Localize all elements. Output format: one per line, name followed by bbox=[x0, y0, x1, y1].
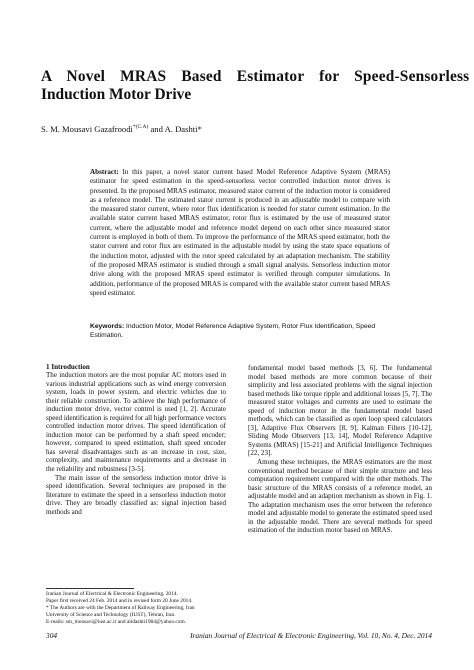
footnote-received: Paper first received 24 Feb. 2014 and in revised form 20 June 2014. bbox=[46, 597, 193, 604]
intro-paragraph-1: The induction motors are the most popular AC motors used in various industrial applications such as wind energy conversion system, loads in power system, and electric vehicles due to their reliable construction. To achieve the high performance of induction motor drive, vector control is used [1, 2]. Accurate speed identification is required for all high performance vectors controlled induction motor drives. The speed identification of induction motor can be performed by a shaft speed encoder; however, compared to speed estimation, shaft speed encoder has several disadvantages such as an increase in cost, size, complexity, and maintenance requirements and a decrease in the reliability and robustness [3-5]. bbox=[46, 371, 226, 474]
intro-paragraph-4: Among these techniques, the MRAS estimators are the most conventional method because of their simple structure and less computation requirement compared with the other methods. The basic structure of the MRAS consists of a reference model, an adjustable model and an adaption mechanism as shown in Fig. 1. The adaptation mechanism uses the error between the reference model and adjustable model to generate the estimated speed used in the adjustable model. There are several methods for speed estimation of the induction motor based on MRAS. bbox=[248, 458, 432, 535]
title-line-1: A Novel MRAS Based Estimator for Speed-Sensorless bbox=[41, 68, 470, 85]
footnote-affiliation-1: * The Authors are with the Department of Railway Engineering, Iran bbox=[46, 604, 195, 611]
keywords-label: Keywords: bbox=[90, 323, 125, 330]
keywords-text: Induction Motor, Model Reference Adaptive System, Rotor Flux Identification, Speed Estimation. bbox=[90, 323, 376, 340]
footer-journal-info: Iranian Journal of Electrical & Electronic Engineering, Vol. 10, No. 4, Dec. 2014 bbox=[190, 631, 432, 640]
title-line-2: Induction Motor Drive bbox=[41, 86, 192, 103]
section-heading-introduction: 1 Introduction bbox=[46, 363, 90, 371]
right-column bbox=[248, 364, 432, 535]
footnotes bbox=[46, 591, 230, 626]
abstract-text: In this paper, a novel stator current based Model Reference Adaptive System (MRAS) estimator for speed estimation in the speed-sensorless vector controlled induction motor drives is presented. In the proposed MRAS estimator, measured stator current of the induction motor is considered as a reference model. The estimated stator current is produced in an adjustable model to compare with the measured stator current, where rotor flux identification is needed for stator current estimation. In the available stator current based MRAS estimator, rotor flux is estimated by the use of measured stator current, where the adjustable model and reference model depend on each other since measured stator current is employed in both of them. To improve the performance of the MRAS speed estimator, both the stator current and rotor flux are estimated in the adjustable model by using the state space equations of the induction motor, adjusted with the rotor speed calculated by an adaptation mechanism. The stability of the proposed MRAS estimator is studied through a small signal analysis. Sensorless induction motor drive along with the proposed MRAS speed estimator is verified through computer simulations. In addition, performance of the proposed MRAS is compared with the available stator current based MRAS speed estimator. bbox=[90, 168, 390, 297]
page-number: 304 bbox=[46, 631, 58, 640]
author-2: and A. Dashti* bbox=[148, 124, 202, 134]
intro-paragraph-2: The main issue of the sensorless induction motor drive is speed identification. Several techniques are proposed in the literature to estimate the speed in a sensorless induction motor drive. They are broadly classified as: signal injection based methods and bbox=[46, 473, 226, 516]
footnote-divider bbox=[46, 588, 134, 589]
paper-title bbox=[41, 68, 470, 104]
left-column bbox=[46, 371, 226, 516]
author-line bbox=[41, 124, 202, 134]
footnote-emails: E-mails: sm_mousavi@iust.ac.ir and alidashti1984@yahoo.com. bbox=[46, 618, 187, 625]
footnote-journal: Iranian Journal of Electrical & Electronic Engineering, 2014. bbox=[46, 591, 178, 597]
footnote-affiliation-2: University of Science and Technology (IUST), Tehran, Iran. bbox=[46, 611, 176, 618]
keywords bbox=[90, 322, 390, 341]
abstract-label: Abstract: bbox=[90, 168, 119, 176]
author-1: S. M. Mousavi Gazafroodi bbox=[41, 124, 133, 134]
author-1-affiliation-mark: *(C.A) bbox=[132, 124, 149, 131]
abstract bbox=[90, 168, 390, 298]
intro-paragraph-3: fundamental model based methods [3, 6]. The fundamental model based methods are more common because of their simplicity and less associated problems with the signal injection based methods like torque ripple and additional losses [5, 7]. The measured stator voltages and currents are used to estimate the speed of induction motor in the fundamental model based methods, which can be classified as open loop speed calculators [3], Adaptive Flux Observers [8, 9], Kalman Filters [10-12], Sliding Mode Observers [13, 14], Model Reference Adaptive Systems (MRAS) [15-21] and Artificial Intelligence Techniques [22, 23]. bbox=[248, 364, 432, 458]
